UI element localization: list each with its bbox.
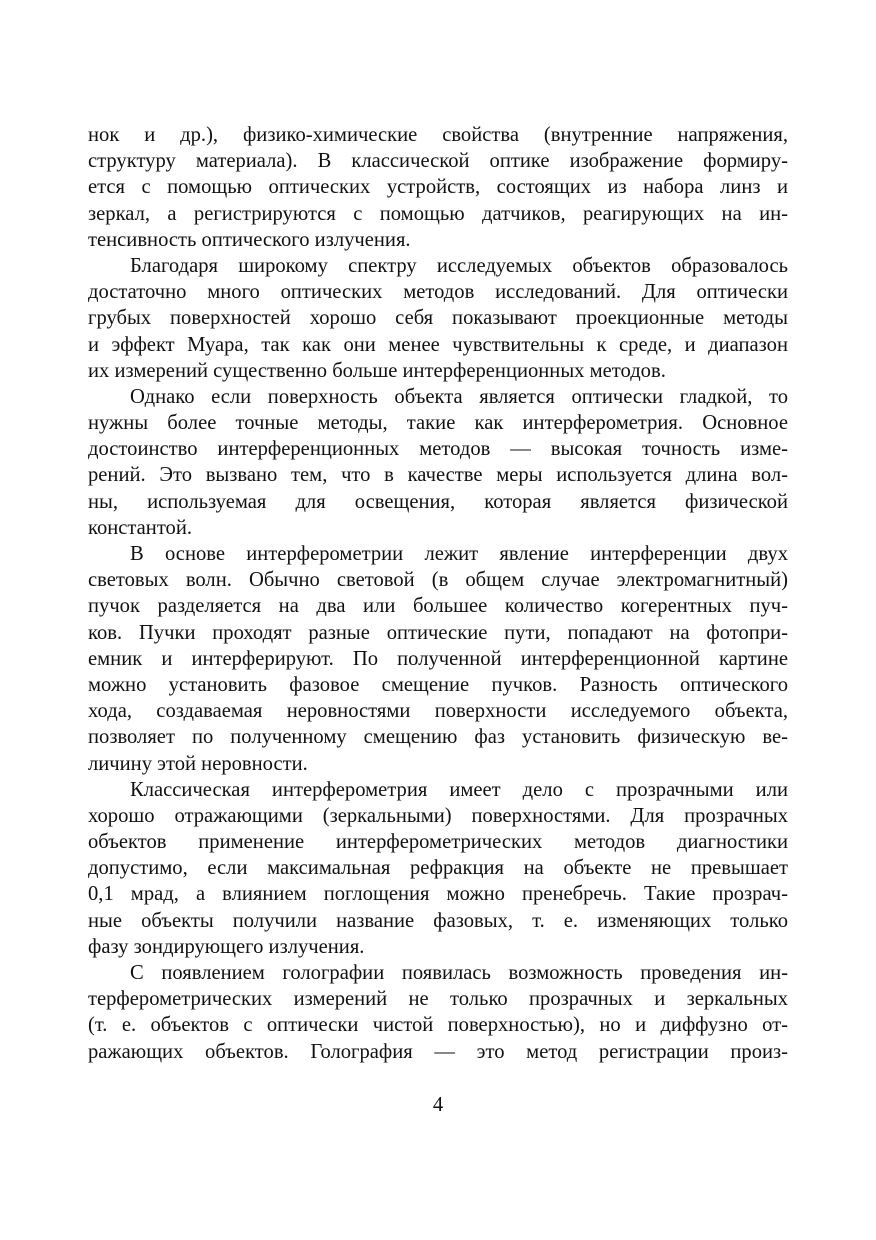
text-line: Классическая интерферометрия имеет дело с прозрачными или — [130, 778, 788, 801]
text-line: можно установить фазовое смещение пучков. Разность оптического — [88, 673, 788, 696]
page-number: 4 — [432, 1094, 444, 1116]
text-line: Однако если поверхность объекта является оптически гладкой, то — [130, 385, 788, 408]
text-line: структуру материала). В классической оптике изображение формиру- — [88, 150, 788, 173]
paragraph — [88, 777, 788, 960]
text-line: терферометрических измерений не только прозрачных и зеркальных — [88, 988, 788, 1011]
text-line: ражающих объектов. Голография — это метод регистрации произ- — [88, 1040, 788, 1063]
paragraph — [88, 253, 788, 384]
text-line: их измерений существенно больше интерференционных методов. — [88, 359, 666, 382]
text-line: личину этой неровности. — [88, 752, 308, 775]
paragraph — [88, 122, 788, 253]
text-line: и эффект Муара, так как они менее чувствительны к среде, и диапазон — [88, 333, 788, 356]
text-line: хорошо отражающими (зеркальными) поверхностями. Для прозрачных — [88, 804, 788, 827]
text-line: рений. Это вызвано тем, что в качестве меры используется длина вол- — [88, 464, 788, 487]
text-line: тенсивность оптического излучения. — [88, 228, 411, 251]
text-line: ков. Пучки проходят разные оптические пути, попадают на фотопри- — [88, 621, 788, 644]
text-line: хода, создаваемая неровностями поверхности исследуемого объекта, — [88, 700, 788, 723]
text-line: допустимо, если максимальная рефракция на объекте не превышает — [88, 857, 788, 880]
text-line: (т. е. объектов с оптически чистой поверхностью), но и диффузно от- — [88, 1014, 788, 1037]
text-line: пучок разделяется на два или большее количество когерентных пуч- — [88, 595, 788, 618]
text-line: зеркал, а регистрируются с помощью датчиков, реагирующих на ин- — [88, 202, 788, 225]
text-line: нужны более точные методы, такие как интерферометрия. Основное — [88, 412, 788, 435]
text-line: Благодаря широкому спектру исследуемых объектов образовалось — [130, 254, 788, 277]
text-line: ные объекты получили название фазовых, т. е. изменяющих только — [88, 909, 788, 932]
body-text — [88, 122, 788, 1065]
text-line: фазу зондирующего излучения. — [88, 935, 365, 958]
text-line: В основе интерферометрии лежит явление интерференции двух — [130, 543, 788, 565]
text-line: объектов применение интерферометрических методов диагностики — [88, 831, 788, 854]
text-line: достоинство интерференционных методов — высокая точность изме- — [88, 438, 788, 461]
text-line: ны, используемая для освещения, которая является физической — [88, 490, 788, 513]
text-line: С появлением голографии появилась возможность проведения ин- — [130, 962, 788, 984]
paragraph — [88, 384, 788, 541]
text-line: константой. — [88, 516, 193, 539]
paragraph — [88, 960, 788, 1065]
text-line: позволяет по полученному смещению фаз установить физическую ве- — [88, 726, 788, 749]
text-line: достаточно много оптических методов исследований. Для оптически — [88, 281, 788, 304]
text-line: емник и интерферируют. По полученной интерференционной картине — [88, 647, 788, 670]
text-line: грубых поверхностей хорошо себя показывают проекционные методы — [88, 307, 788, 330]
paragraph — [88, 541, 788, 777]
text-line: нок и др.), физико-химические свойства (внутренние напряжения, — [88, 124, 788, 146]
text-line: 0,1 мрад, а влиянием поглощения можно пренебречь. Такие прозрач- — [88, 883, 788, 906]
text-line: световых волн. Обычно световой (в общем случае электромагнитный) — [88, 569, 788, 592]
text-line: ется с помощью оптических устройств, состоящих из набора линз и — [88, 176, 788, 199]
